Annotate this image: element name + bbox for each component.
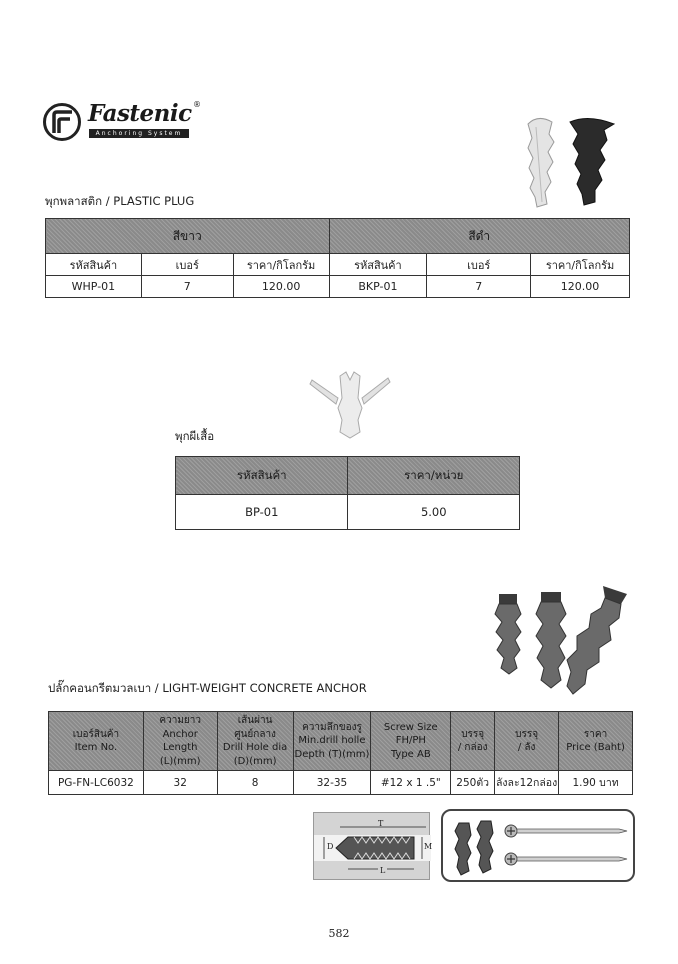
table-row: [176, 495, 520, 530]
brand-tagline: Anchoring System: [89, 129, 189, 138]
page-number: 582: [328, 927, 350, 940]
table-cell: 8: [217, 771, 293, 795]
anchor-screw-parts-icon: [443, 811, 633, 880]
table-cell: 1.90 บาท: [559, 771, 633, 795]
white-plastic-plug: [528, 118, 554, 207]
anchor-and-screw-kit: [441, 809, 635, 882]
table-cell: 7: [141, 276, 233, 298]
column-header: รหัสสินค้า: [176, 457, 348, 495]
column-header: ราคา/กิโลกรัม: [233, 254, 329, 276]
column-header: ราคา/กิโลกรัม: [531, 254, 630, 276]
table-cell: 120.00: [233, 276, 329, 298]
table-cell: 120.00: [531, 276, 630, 298]
black-plastic-plug: [570, 118, 614, 205]
column-header: เบอร์: [141, 254, 233, 276]
butterfly-plug-table: [175, 456, 520, 530]
table-cell: 5.00: [348, 495, 520, 530]
column-header-per-box: บรรจุ / กล่อง: [451, 712, 495, 771]
plastic-plug-image: [518, 112, 618, 212]
brand-logo: [42, 100, 212, 144]
column-header: เบอร์: [427, 254, 531, 276]
column-header-length: ความยาว Anchor Length (L)(mm): [143, 712, 217, 771]
table-cell: WHP-01: [46, 276, 142, 298]
table-cell: BP-01: [176, 495, 348, 530]
table-cell: BKP-01: [329, 276, 427, 298]
diagram-label-t: T: [378, 819, 384, 828]
registered-mark: ®: [193, 100, 201, 109]
table-row: [46, 276, 630, 298]
anchor-small: [495, 594, 521, 674]
table-cell: 32: [143, 771, 217, 795]
diagram-label-m: M: [424, 842, 433, 851]
table-cell: ลังละ12กล่อง: [495, 771, 559, 795]
column-header: รหัสสินค้า: [46, 254, 142, 276]
butterfly-plug-title: พุกผีเสื้อ: [175, 429, 215, 443]
column-header-screw-size: Screw Size FH/PH Type AB: [371, 712, 451, 771]
column-header-per-case: บรรจุ / ลัง: [495, 712, 559, 771]
diagram-label-l: L: [380, 866, 386, 875]
concrete-anchor-table: [48, 711, 633, 795]
table-row: [49, 771, 633, 795]
anchor-medium: [536, 592, 566, 688]
butterfly-plug-image: [308, 368, 392, 440]
table-cell: #12 x 1 .5": [371, 771, 451, 795]
plastic-plug-table: [45, 218, 630, 298]
group-header-white: สีขาว: [46, 219, 330, 254]
table-cell: 250ตัว: [451, 771, 495, 795]
anchor-large: [567, 586, 627, 694]
table-cell: 32-35: [293, 771, 371, 795]
column-header-depth: ความลึกของรู Min.drill holle Depth (T)(mm): [293, 712, 371, 771]
table-cell: 7: [427, 276, 531, 298]
concrete-anchor-image: [493, 584, 633, 704]
brand-name: Fastenic: [88, 100, 192, 127]
column-header: รหัสสินค้า: [329, 254, 427, 276]
column-header: ราคา/หน่วย: [348, 457, 520, 495]
plastic-plug-title: พุกพลาสติก / PLASTIC PLUG: [45, 194, 195, 208]
fastenic-logo-icon: [42, 102, 82, 142]
column-header-item-no: เบอร์สินค้า Item No.: [49, 712, 144, 771]
diagram-label-d: D: [327, 842, 334, 851]
table-cell: PG-FN-LC6032: [49, 771, 144, 795]
installation-diagram: [313, 812, 433, 880]
column-header-drill-dia: เส้นผ่านศูนย์กลาง Drill Hole dia (D)(mm): [217, 712, 293, 771]
group-header-black: สีดำ: [329, 219, 630, 254]
column-header-price: ราคา Price (Baht): [559, 712, 633, 771]
concrete-anchor-title: ปลั๊กคอนกรีตมวลเบา / LIGHT-WEIGHT CONCRETE ANCHOR: [48, 681, 367, 695]
